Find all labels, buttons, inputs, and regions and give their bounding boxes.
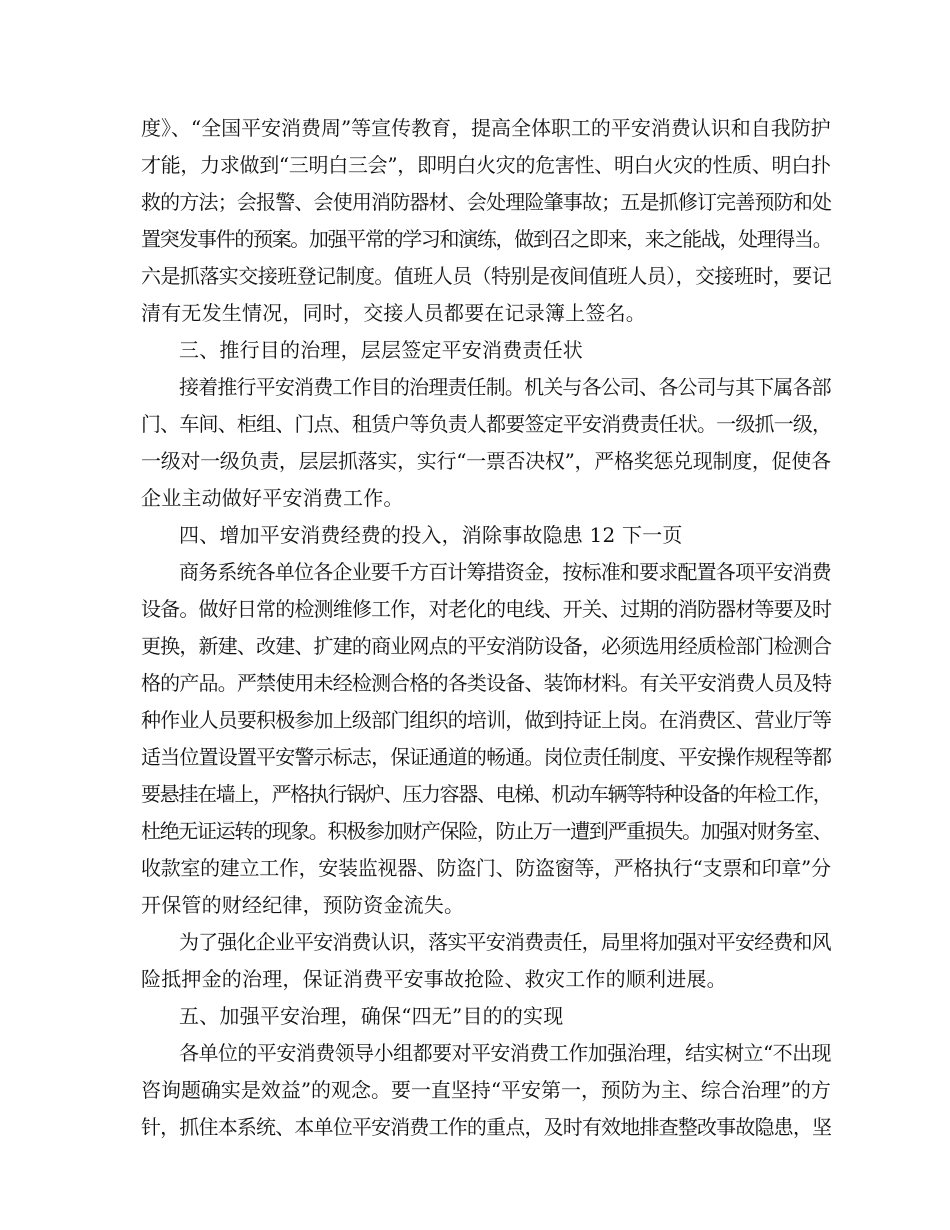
text-line: 格的产品。严禁使用未经检测合格的各类设备、装饰材料。有关平安消费人员及特: [141, 671, 832, 695]
text-line: 门、车间、柜组、门点、租赁户等负责人都要签定平安消费责任状。一级抓一级，: [141, 412, 832, 436]
text-line: 一级对一级负责，层层抓落实，实行“一票否决权”，严格奖惩兑现制度，促使各: [141, 449, 831, 473]
text-line: 种作业人员要积极参加上级部门组织的培训，做到持证上岗。在消费区、营业厅等: [141, 708, 832, 732]
text-line: 设备。做好日常的检测维修工作，对老化的电线、开关、过期的消防器材等要及时: [141, 597, 832, 621]
text-line: 更换，新建、改建、扩建的商业网点的平安消防设备，必须选用经质检部门检测合: [141, 634, 832, 658]
text-line: 为了强化企业平安消费认识，落实平安消费责任，局里将加强对平安经费和风: [179, 930, 831, 954]
text-line: 要悬挂在墙上，严格执行锅炉、压力容器、电梯、机动车辆等特种设备的年检工作，: [141, 782, 832, 806]
text-line: 五、加强平安治理，确保“四无”目的的实现: [179, 1004, 564, 1028]
text-line: 三、推行目的治理，层层签定平安消费责任状: [179, 338, 583, 362]
text-line: 商务系统各单位各企业要千方百计筹措资金，按标准和要求配置各项平安消费: [179, 560, 831, 584]
text-line: 开保管的财经纪律，预防资金流失。: [141, 893, 465, 917]
text-line: 咨询题确实是效益”的观念。要一直坚持“平安第一，预防为主、综合治理”的方: [141, 1078, 831, 1102]
document-body: [141, 110, 831, 1146]
text-line: 杜绝无证运转的现象。积极参加财产保险，防止万一遭到严重损失。加强对财务室、: [141, 819, 832, 843]
text-line: 救的方法；会报警、会使用消防器材、会处理险肇事故；五是抓修订完善预防和处: [141, 190, 832, 214]
text-line: 企业主动做好平安消费工作。: [141, 486, 404, 510]
text-line: 险抵押金的治理，保证消费平安事故抢险、救灾工作的顺利进展。: [141, 967, 727, 991]
text-line: 接着推行平安消费工作目的治理责任制。机关与各公司、各公司与其下属各部: [179, 375, 831, 399]
text-line: 度》、“全国平安消费周”等宣传教育，提高全体职工的平安消费认识和自我防护: [141, 116, 831, 140]
text-line: 适当位置设置平安警示标志，保证通道的畅通。岗位责任制度、平安操作规程等都: [141, 745, 832, 769]
text-line: 清有无发生情况，同时，交接人员都要在记录簿上签名。: [141, 301, 646, 325]
text-line: 六是抓落实交接班登记制度。值班人员（特别是夜间值班人员），交接班时，要记: [141, 264, 832, 288]
text-line: 收款室的建立工作，安装监视器、防盗门、防盗窗等，严格执行“支票和印章”分: [141, 856, 831, 880]
text-line: 四、增加平安消费经费的投入，消除事故隐患 12 下一页: [179, 523, 683, 547]
text-line: 各单位的平安消费领导小组都要对平安消费工作加强治理，结实树立“不出现: [179, 1041, 832, 1065]
text-line: 才能，力求做到“三明白三会”，即明白火灾的危害性、明白火灾的性质、明白扑: [141, 153, 831, 177]
text-line: 针，抓住本系统、本单位平安消费工作的重点，及时有效地排查整改事故隐患，坚: [141, 1115, 832, 1139]
text-line: 置突发事件的预案。加强平常的学习和演练，做到召之即来，来之能战，处理得当。: [141, 227, 832, 251]
